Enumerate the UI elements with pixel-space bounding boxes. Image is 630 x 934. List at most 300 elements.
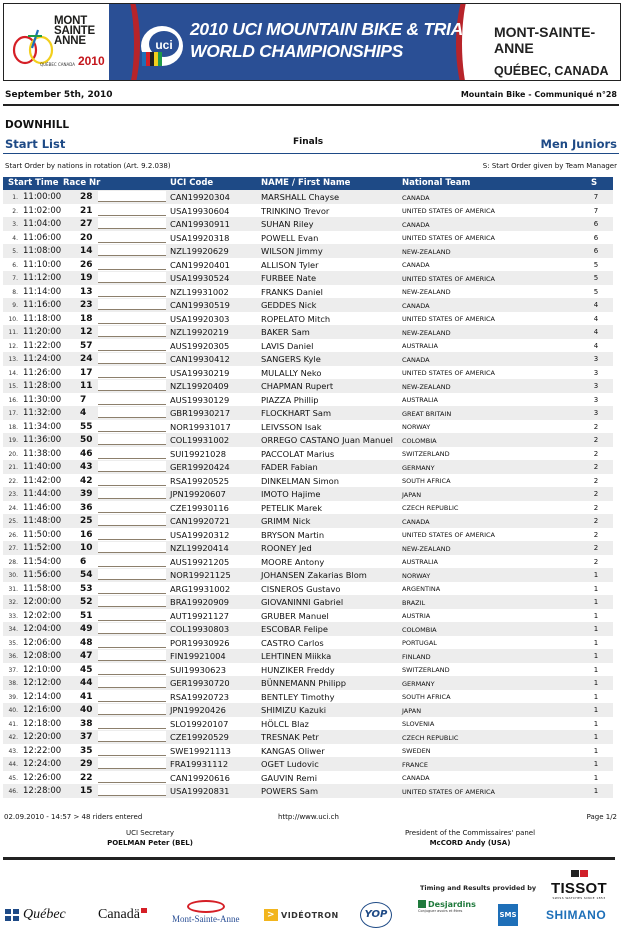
race-number: 28	[80, 192, 93, 202]
blank-entry-field	[98, 313, 166, 324]
rider-name: BÜNNEMANN Philipp	[261, 678, 347, 688]
race-number: 51	[80, 610, 93, 621]
blank-entry-field	[98, 286, 166, 297]
row-number: 26.	[8, 531, 18, 539]
table-body	[3, 190, 613, 798]
blank-entry-field	[98, 448, 166, 459]
row-number: 35.	[8, 639, 18, 647]
msa-wordmark: Mont-Sainte-Anne	[172, 914, 240, 924]
table-row	[3, 379, 613, 393]
start-time: 12:10:00	[23, 664, 62, 675]
race-number: 49	[80, 624, 93, 634]
row-number: 38.	[8, 680, 18, 687]
signature-uci-secretary	[90, 828, 210, 848]
team-manager-order: 1	[593, 733, 599, 741]
team-manager-order: 1	[593, 719, 599, 728]
team-manager-order: 1	[593, 760, 599, 768]
start-time: 12:14:00	[23, 691, 62, 702]
race-number: 46	[80, 448, 93, 459]
uci-code: CZE19930116	[170, 502, 229, 513]
national-team: GREAT BRITAIN	[402, 409, 452, 418]
rider-name: LAVIS Daniel	[261, 340, 314, 351]
blank-entry-field	[98, 488, 166, 499]
logo-line-1: MONT	[54, 15, 88, 27]
start-time: 11:30:00	[23, 394, 62, 405]
national-team: NEW-ZEALAND	[402, 247, 451, 256]
desjardins-tagline: Conjuguer avoirs et êtres	[418, 909, 463, 913]
svg-text:uci: uci	[155, 38, 173, 52]
national-team: CANADA	[402, 355, 430, 364]
national-team: BRAZIL	[402, 598, 426, 607]
start-time: 11:26:00	[23, 367, 62, 378]
race-number: 4	[80, 408, 87, 418]
tissot-tplus-icon	[571, 870, 588, 877]
uci-code: SUI19921028	[170, 448, 227, 459]
uci-code: USA19920303	[170, 313, 230, 324]
s-column-legend: S: Start Order given by Team Manager	[482, 162, 617, 170]
national-team: SOUTH AFRICA	[402, 477, 451, 485]
row-number: 7.	[12, 275, 18, 282]
signature-name: McCORD Andy (USA)	[429, 839, 511, 847]
uci-code: CAN19920304	[170, 192, 230, 202]
national-team: PORTUGAL	[402, 639, 437, 647]
rider-name: FLOCKHART Sam	[261, 408, 332, 418]
blank-entry-field	[98, 502, 166, 513]
start-time: 11:32:00	[23, 408, 62, 418]
national-team: FRANCE	[402, 760, 428, 769]
rider-name: GIOVANINNI Gabriel	[261, 597, 344, 607]
start-time: 12:28:00	[23, 786, 62, 796]
signature-name: POELMAN Peter (BEL)	[107, 839, 193, 847]
race-number: 35	[80, 745, 93, 756]
team-manager-order: 1	[593, 584, 599, 593]
team-manager-order: 2	[593, 530, 599, 539]
national-team: NORWAY	[402, 571, 431, 580]
uci-code: AUT19921127	[170, 610, 230, 621]
table-row	[3, 393, 613, 407]
race-number: 37	[80, 732, 93, 742]
national-team: AUSTRALIA	[402, 558, 438, 566]
uci-code: COL19930803	[170, 624, 230, 634]
row-number: 45.	[8, 774, 18, 782]
discipline-title: DOWNHILL	[5, 119, 70, 131]
row-number: 32.	[8, 599, 18, 606]
event-logo-text	[54, 16, 95, 46]
race-number: 53	[80, 583, 93, 594]
header-s: S	[591, 178, 598, 188]
start-time: 11:54:00	[23, 556, 62, 567]
rider-name: HÖLCL Blaz	[261, 718, 309, 729]
blank-entry-field	[98, 583, 166, 594]
national-team: ARGENTINA	[402, 585, 441, 593]
team-manager-order: 3	[593, 409, 599, 417]
team-manager-order: 7	[593, 206, 599, 215]
national-team: CANADA	[402, 774, 430, 782]
blank-entry-field	[98, 529, 166, 540]
start-time: 11:18:00	[23, 313, 62, 324]
table-row	[3, 352, 613, 366]
national-team: SLOVENIA	[402, 720, 435, 728]
list-title-bar	[3, 137, 619, 154]
row-number: 10.	[8, 315, 18, 323]
row-number: 31.	[8, 585, 18, 593]
logo-quebec-canada: QUÉBEC CANADA	[40, 62, 75, 67]
start-time: 11:02:00	[23, 205, 62, 216]
rider-name: LEHTINEN Miikka	[261, 651, 332, 661]
rider-name: PACCOLAT Marius	[261, 448, 335, 459]
rider-name: BAKER Sam	[261, 327, 310, 337]
uci-code: GER19920424	[170, 462, 230, 472]
rider-name: BENTLEY Timothy	[261, 691, 335, 702]
rider-name: CISNEROS Gustavo	[261, 583, 341, 594]
uci-code: GBR19930217	[170, 408, 231, 418]
uci-code: CAN19930412	[170, 354, 230, 364]
table-row	[3, 460, 613, 474]
table-row	[3, 676, 613, 690]
start-list-table	[3, 177, 613, 798]
team-manager-order: 1	[593, 611, 599, 620]
start-time: 11:28:00	[23, 381, 62, 391]
videotron-arrow-icon: >	[264, 909, 278, 921]
national-team: FINLAND	[402, 652, 431, 661]
national-team: SWEDEN	[402, 747, 431, 755]
uci-code: GER19930720	[170, 678, 230, 688]
race-number: 22	[80, 772, 93, 783]
sponsor-strip	[0, 900, 630, 930]
table-row	[3, 474, 613, 488]
team-manager-order: 1	[593, 787, 599, 795]
row-number: 44.	[8, 761, 18, 768]
table-row	[3, 285, 613, 299]
rider-name: POWERS Sam	[261, 786, 319, 796]
team-manager-order: 5	[593, 287, 599, 296]
rider-name: TRINKINO Trevor	[261, 205, 330, 216]
team-manager-order: 1	[593, 571, 599, 579]
team-manager-order: 2	[593, 422, 599, 431]
desjardins-wordmark	[418, 900, 476, 909]
start-time: 11:48:00	[23, 516, 62, 526]
national-team: CZECH REPUBLIC	[402, 733, 459, 742]
table-row	[3, 447, 613, 461]
table-row	[3, 231, 613, 245]
rider-name: SANGERS Kyle	[261, 354, 321, 364]
table-row	[3, 649, 613, 663]
row-number: 15.	[8, 383, 18, 390]
blank-entry-field	[98, 191, 166, 202]
team-manager-order: 1	[593, 665, 599, 674]
venue	[494, 24, 620, 79]
sms-wordmark: SMS	[498, 904, 518, 926]
table-row	[3, 555, 613, 569]
blank-entry-field	[98, 218, 166, 229]
blank-entry-field	[98, 245, 166, 256]
table-row	[3, 636, 613, 650]
uci-code: NOR19931017	[170, 421, 231, 432]
rider-name: GEDDES Nick	[261, 300, 317, 310]
blank-entry-field	[98, 623, 166, 634]
blank-entry-field	[98, 380, 166, 391]
signature-role: UCI Secretary	[126, 829, 174, 837]
quebec-flag-icon	[5, 909, 19, 921]
table-row	[3, 366, 613, 380]
start-time: 11:14:00	[23, 286, 62, 297]
table-row	[3, 514, 613, 528]
team-manager-order: 2	[593, 463, 599, 471]
category-label: Men Juniors	[540, 137, 617, 151]
header-name: NAME / First Name	[261, 178, 351, 188]
rider-name: CHAPMAN Rupert	[261, 381, 334, 391]
start-time: 11:12:00	[23, 273, 62, 283]
start-time: 11:38:00	[23, 448, 62, 459]
start-time: 12:24:00	[23, 759, 62, 769]
start-time: 12:20:00	[23, 732, 62, 742]
uci-code: BRA19920909	[170, 597, 230, 607]
start-time: 11:44:00	[23, 489, 62, 499]
blank-entry-field	[98, 718, 166, 729]
start-time: 11:34:00	[23, 421, 62, 432]
row-number: 1.	[12, 194, 18, 201]
uci-code: NZL19931002	[170, 286, 229, 297]
generated-stamp: 02.09.2010 - 14:57 > 48 riders entered	[4, 813, 143, 821]
championship-title	[190, 18, 485, 62]
rider-name: MARSHALL Chayse	[261, 192, 340, 202]
uci-code: RSA19920525	[170, 475, 230, 486]
blank-entry-field	[98, 272, 166, 283]
uci-code: CAN19930911	[170, 219, 230, 229]
uci-code: NZL19920414	[170, 543, 229, 553]
start-time: 12:02:00	[23, 610, 62, 621]
team-manager-order: 2	[593, 557, 599, 566]
row-number: 37.	[8, 666, 18, 674]
blank-entry-field	[98, 704, 166, 715]
table-row	[3, 298, 613, 312]
team-manager-order: 2	[593, 436, 599, 444]
national-team: GERMANY	[402, 679, 435, 688]
start-time: 11:10:00	[23, 259, 62, 270]
national-team: SWITZERLAND	[402, 450, 450, 458]
national-team: UNITED STATES OF AMERICA	[402, 369, 495, 377]
table-row	[3, 271, 613, 285]
rider-name: ROONEY Jed	[261, 543, 312, 553]
start-time: 11:06:00	[23, 232, 62, 243]
national-team: COLOMBIA	[402, 436, 437, 445]
national-team: CANADA	[402, 261, 430, 269]
blank-entry-field	[98, 407, 166, 418]
blank-entry-field	[98, 542, 166, 553]
logo-year: 2010	[77, 54, 105, 68]
quebec-wordmark: Québec	[23, 907, 66, 922]
uci-code: USA19930604	[170, 205, 230, 216]
blank-entry-field	[98, 326, 166, 337]
national-team: AUSTRALIA	[402, 342, 438, 350]
race-number: 50	[80, 435, 93, 445]
document-date: September 5th, 2010	[5, 90, 113, 100]
blank-entry-field	[98, 461, 166, 472]
blank-entry-field	[98, 434, 166, 445]
table-row	[3, 433, 613, 447]
race-number: 7	[80, 394, 87, 405]
race-number: 19	[80, 273, 93, 283]
blank-entry-field	[98, 610, 166, 621]
race-number: 29	[80, 759, 93, 769]
table-row	[3, 258, 613, 272]
start-time: 11:50:00	[23, 529, 62, 540]
team-manager-order: 1	[593, 773, 599, 782]
rider-name: IMOTO Hajime	[261, 489, 321, 499]
national-team: SOUTH AFRICA	[402, 693, 451, 701]
table-row	[3, 582, 613, 596]
national-team: NEW-ZEALAND	[402, 288, 451, 296]
blank-entry-field	[98, 664, 166, 675]
blank-entry-field	[98, 677, 166, 688]
start-time: 11:00:00	[23, 192, 62, 202]
team-manager-order: 1	[593, 746, 599, 755]
race-number: 41	[80, 691, 93, 702]
national-team: UNITED STATES OF AMERICA	[402, 207, 495, 215]
row-number: 19.	[8, 437, 18, 444]
sponsor-shimano-logo	[546, 900, 606, 930]
table-row	[3, 528, 613, 542]
sponsor-yop-logo	[360, 900, 392, 930]
row-number: 46.	[8, 788, 18, 795]
table-row	[3, 757, 613, 771]
row-number: 33.	[8, 612, 18, 620]
blank-entry-field	[98, 515, 166, 526]
team-manager-order: 5	[593, 274, 599, 282]
team-manager-order: 1	[593, 706, 599, 714]
row-number: 36.	[8, 653, 18, 660]
videotron-wordmark: VIDÉOTRON	[281, 910, 339, 920]
uci-logo-icon	[136, 24, 184, 68]
uci-code: USA19930524	[170, 273, 230, 283]
venue-region: QUÉBEC, CANADA	[494, 64, 609, 78]
msa-swoosh-icon	[187, 900, 225, 913]
race-number: 12	[80, 327, 93, 337]
team-manager-order: 7	[593, 193, 599, 201]
race-number: 52	[80, 597, 93, 607]
rider-name: PETELIK Marek	[261, 502, 323, 513]
national-team: UNITED STATES OF AMERICA	[402, 531, 495, 539]
blank-entry-field	[98, 421, 166, 432]
table-row	[3, 541, 613, 555]
team-manager-order: 2	[593, 490, 599, 498]
team-manager-order: 1	[593, 692, 599, 701]
national-team: UNITED STATES OF AMERICA	[402, 274, 495, 283]
document-header	[3, 90, 619, 106]
uci-code: JPN19920426	[170, 705, 226, 715]
uci-code: USA19920312	[170, 529, 230, 540]
rider-name: KANGAS Oliwer	[261, 745, 325, 756]
row-number: 18.	[8, 423, 18, 431]
table-header	[3, 177, 613, 190]
start-time: 11:08:00	[23, 246, 62, 256]
start-time: 11:04:00	[23, 219, 62, 229]
row-number: 17.	[8, 410, 18, 417]
uci-url-link[interactable]: http://www.uci.ch	[278, 813, 339, 821]
uci-code: USA19920831	[170, 786, 230, 796]
rider-name: MOORE Antony	[261, 556, 325, 567]
sponsor-mont-sainte-anne-logo	[172, 900, 240, 930]
race-number: 24	[80, 354, 93, 364]
rider-name: MULALLY Neko	[261, 367, 322, 378]
team-manager-order: 1	[593, 625, 599, 633]
blank-entry-field	[98, 340, 166, 351]
mont-sainte-anne-2010-logo	[12, 12, 108, 74]
national-team: UNITED STATES OF AMERICA	[402, 787, 495, 796]
race-number: 16	[80, 529, 93, 540]
race-number: 54	[80, 570, 93, 580]
row-number: 30.	[8, 572, 18, 579]
race-number: 11	[80, 381, 93, 391]
national-team: NEW-ZEALAND	[402, 382, 451, 391]
round-label: Finals	[293, 137, 324, 147]
blank-entry-field	[98, 758, 166, 769]
race-number: 6	[80, 556, 87, 567]
uci-code: CAN19930519	[170, 300, 230, 310]
rider-name: OGET Ludovic	[261, 759, 319, 769]
uci-code: CAN19920721	[170, 516, 230, 526]
signature-role: President of the Commissaires' panel	[404, 829, 536, 837]
row-number: 5.	[12, 248, 18, 255]
row-number: 25.	[8, 518, 18, 525]
sponsor-desjardins-logo	[418, 900, 476, 930]
national-team: CANADA	[402, 193, 430, 202]
sponsor-canada-logo	[98, 900, 147, 930]
team-manager-order: 3	[593, 382, 599, 390]
start-order-note: Start Order by nations in rotation (Art. 9.2.038)	[5, 162, 171, 170]
uci-code: SWE19921113	[170, 745, 231, 756]
table-row	[3, 595, 613, 609]
footer-info	[3, 813, 617, 825]
venue-name: MONT-SAINTE-ANNE	[494, 24, 596, 56]
blank-entry-field	[98, 596, 166, 607]
team-manager-order: 2	[593, 449, 599, 458]
row-number: 23.	[8, 491, 18, 498]
logo-line-3: ANNE	[54, 35, 86, 47]
blank-entry-field	[98, 205, 166, 216]
race-number: 18	[80, 313, 93, 324]
table-row	[3, 717, 613, 731]
uci-code: SUI19930623	[170, 664, 227, 675]
row-number: 22.	[8, 477, 18, 485]
table-row	[3, 312, 613, 326]
header-uci-code: UCI Code	[170, 178, 214, 188]
blank-entry-field	[98, 475, 166, 486]
row-number: 42.	[8, 734, 18, 741]
start-time: 12:06:00	[23, 637, 62, 648]
header-national-team: National Team	[402, 178, 471, 188]
uci-code: NZL19920409	[170, 381, 229, 391]
table-row	[3, 622, 613, 636]
blank-entry-field	[98, 232, 166, 243]
row-number: 4.	[12, 234, 18, 242]
blank-entry-field	[98, 394, 166, 405]
national-team: JAPAN	[402, 706, 422, 715]
rider-name: BRYSON Martin	[261, 529, 325, 540]
start-time: 12:26:00	[23, 772, 62, 783]
canada-wordmark: Canadä	[98, 907, 140, 922]
team-manager-order: 2	[593, 503, 599, 512]
row-number: 12.	[8, 342, 18, 350]
race-number: 15	[80, 786, 93, 796]
team-manager-order: 4	[593, 341, 599, 350]
team-manager-order: 1	[593, 638, 599, 647]
blank-entry-field	[98, 367, 166, 378]
uci-code: NZL19920219	[170, 327, 229, 337]
rider-name: LEIVSSON Isak	[261, 421, 322, 432]
race-number: 57	[80, 340, 93, 351]
rider-name: HUNZIKER Freddy	[261, 664, 335, 675]
